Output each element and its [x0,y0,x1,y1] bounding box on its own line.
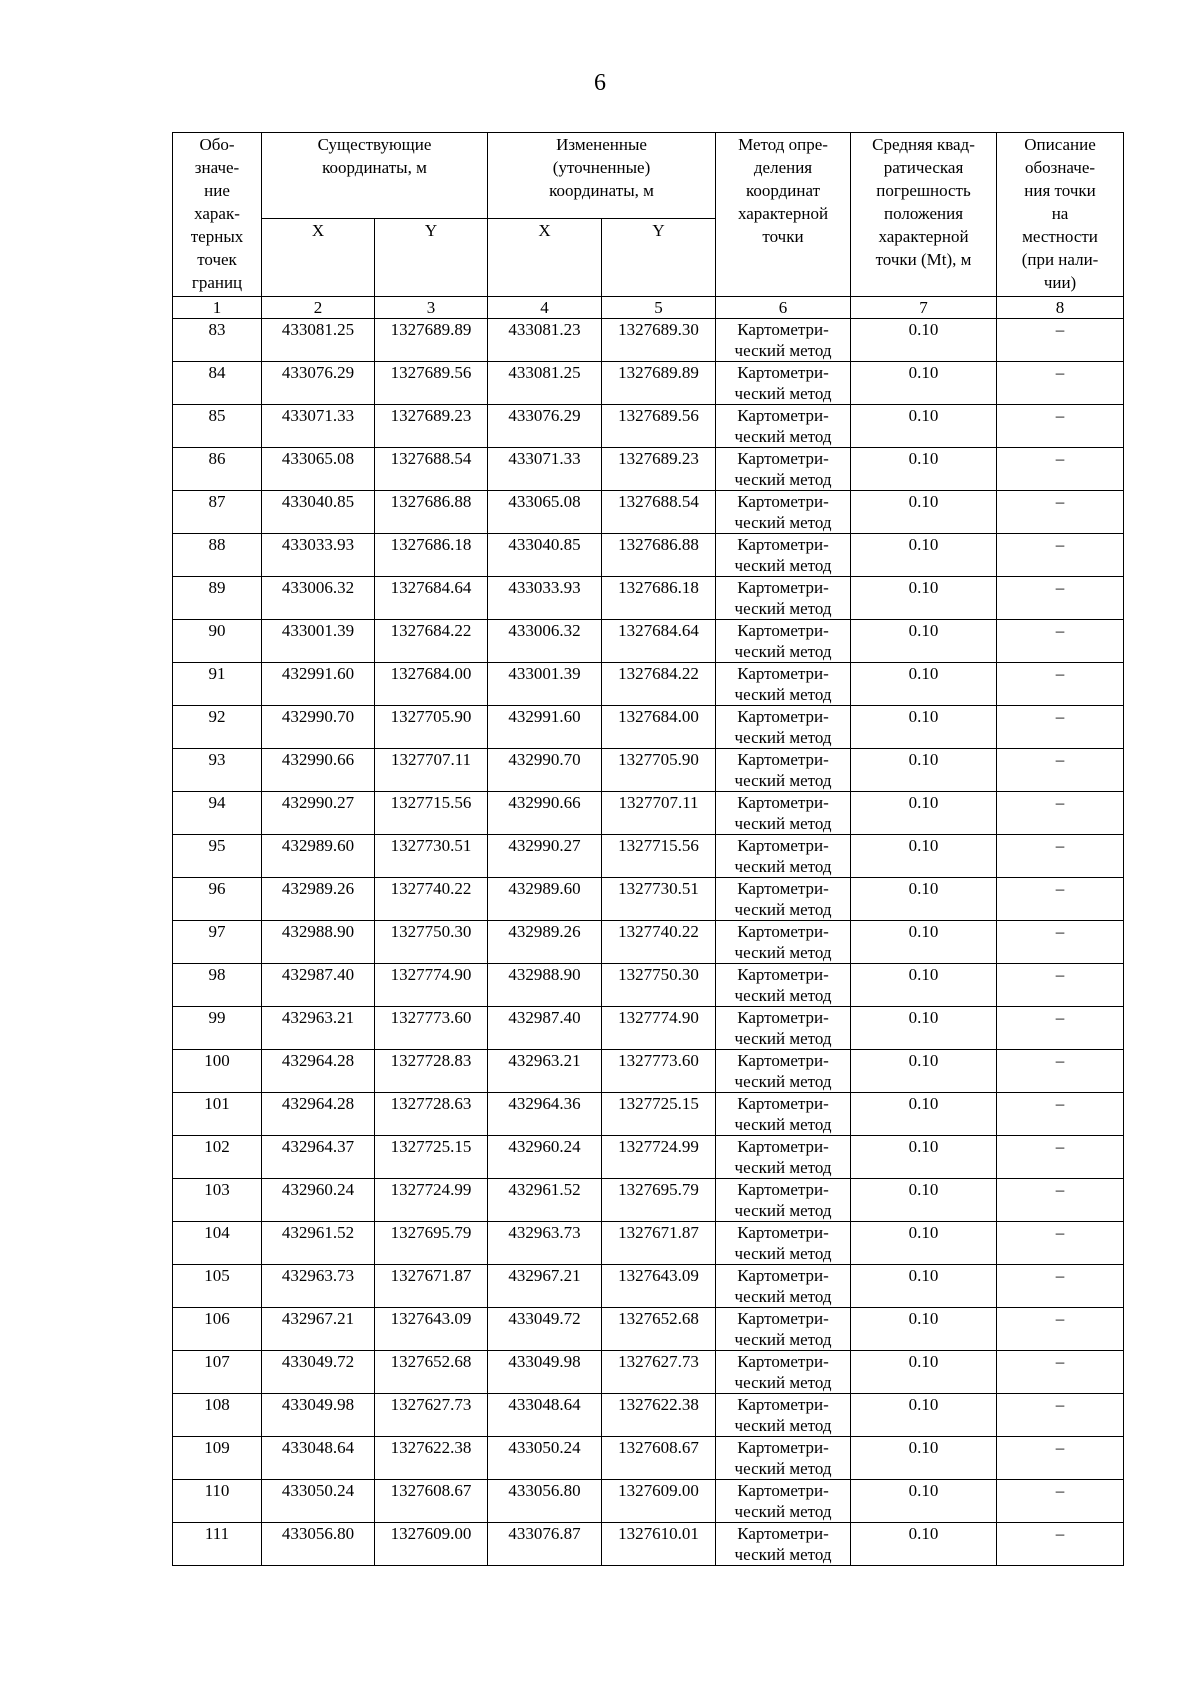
table-row [173,1437,1124,1480]
changed-x-cell: 432989.26 [488,921,602,964]
table-row [173,620,1124,663]
table-row [173,319,1124,362]
point-number-cell: 90 [173,620,262,663]
changed-y-cell: 1327627.73 [602,1351,716,1394]
header-changed-coordinates: Измененные (уточненные) координаты, м [488,133,716,219]
mean-square-error-cell: 0.10 [851,1394,997,1437]
method-cell: Картометри- ческий метод [716,663,851,706]
changed-x-cell: 432963.73 [488,1222,602,1265]
mean-square-error-cell: 0.10 [851,405,997,448]
header-method: Метод опре- деления координат характерной точки [716,133,851,297]
point-number-cell: 102 [173,1136,262,1179]
existing-y-cell: 1327750.30 [375,921,488,964]
existing-x-cell: 433049.98 [262,1394,375,1437]
existing-x-cell: 432989.60 [262,835,375,878]
changed-x-cell: 432964.36 [488,1093,602,1136]
changed-y-cell: 1327730.51 [602,878,716,921]
changed-x-cell: 433076.87 [488,1523,602,1566]
changed-x-cell: 432963.21 [488,1050,602,1093]
mean-square-error-cell: 0.10 [851,1093,997,1136]
column-number: 6 [716,297,851,319]
table-row [173,663,1124,706]
coordinates-table [172,132,1124,1566]
point-number-cell: 84 [173,362,262,405]
mean-square-error-cell: 0.10 [851,1523,997,1566]
method-cell: Картометри- ческий метод [716,921,851,964]
method-cell: Картометри- ческий метод [716,1265,851,1308]
changed-x-cell: 433033.93 [488,577,602,620]
mean-square-error-cell: 0.10 [851,448,997,491]
existing-y-cell: 1327684.64 [375,577,488,620]
existing-x-cell: 433006.32 [262,577,375,620]
existing-y-cell: 1327773.60 [375,1007,488,1050]
changed-y-cell: 1327705.90 [602,749,716,792]
point-number-cell: 100 [173,1050,262,1093]
existing-y-cell: 1327728.83 [375,1050,488,1093]
mean-square-error-cell: 0.10 [851,749,997,792]
description-cell: – [997,620,1124,663]
description-cell: – [997,1480,1124,1523]
mean-square-error-cell: 0.10 [851,362,997,405]
changed-y-cell: 1327724.99 [602,1136,716,1179]
changed-y-cell: 1327689.56 [602,405,716,448]
table-row [173,1351,1124,1394]
changed-x-cell: 433076.29 [488,405,602,448]
existing-x-cell: 432991.60 [262,663,375,706]
column-numbers-row [173,297,1124,319]
changed-y-cell: 1327684.64 [602,620,716,663]
column-number: 2 [262,297,375,319]
existing-y-cell: 1327688.54 [375,448,488,491]
method-cell: Картометри- ческий метод [716,1437,851,1480]
method-cell: Картометри- ческий метод [716,1136,851,1179]
mean-square-error-cell: 0.10 [851,491,997,534]
description-cell: – [997,878,1124,921]
changed-y-cell: 1327608.67 [602,1437,716,1480]
existing-x-cell: 432960.24 [262,1179,375,1222]
existing-x-cell: 433001.39 [262,620,375,663]
mean-square-error-cell: 0.10 [851,319,997,362]
existing-y-cell: 1327724.99 [375,1179,488,1222]
method-cell: Картометри- ческий метод [716,964,851,1007]
table-row [173,577,1124,620]
description-cell: – [997,964,1124,1007]
column-number: 5 [602,297,716,319]
table-row [173,1480,1124,1523]
column-number: 7 [851,297,997,319]
method-cell: Картометри- ческий метод [716,792,851,835]
changed-x-cell: 433049.72 [488,1308,602,1351]
changed-x-cell: 433081.23 [488,319,602,362]
mean-square-error-cell: 0.10 [851,534,997,577]
header-mean-square-error: Средняя квад- ратическая погрешность положения характерной точки (Mt), м [851,133,997,297]
existing-x-cell: 432990.70 [262,706,375,749]
description-cell: – [997,319,1124,362]
point-number-cell: 83 [173,319,262,362]
method-cell: Картометри- ческий метод [716,1523,851,1566]
method-cell: Картометри- ческий метод [716,1050,851,1093]
table-row [173,1093,1124,1136]
table-row [173,362,1124,405]
existing-x-cell: 432961.52 [262,1222,375,1265]
method-cell: Картометри- ческий метод [716,1093,851,1136]
changed-y-cell: 1327740.22 [602,921,716,964]
existing-x-cell: 432989.26 [262,878,375,921]
existing-x-cell: 433071.33 [262,405,375,448]
existing-x-cell: 433056.80 [262,1523,375,1566]
description-cell: – [997,1179,1124,1222]
table-row [173,534,1124,577]
header-description: Описание обозначе- ния точки на местности (при нали- чии) [997,133,1124,297]
header-existing-y: Y [375,219,488,297]
changed-y-cell: 1327707.11 [602,792,716,835]
existing-y-cell: 1327609.00 [375,1523,488,1566]
changed-y-cell: 1327695.79 [602,1179,716,1222]
page-number: 6 [594,70,606,96]
changed-x-cell: 432989.60 [488,878,602,921]
table-row [173,1265,1124,1308]
method-cell: Картометри- ческий метод [716,706,851,749]
changed-y-cell: 1327689.30 [602,319,716,362]
method-cell: Картометри- ческий метод [716,319,851,362]
method-cell: Картометри- ческий метод [716,362,851,405]
mean-square-error-cell: 0.10 [851,1308,997,1351]
changed-x-cell: 432990.66 [488,792,602,835]
table-row [173,1179,1124,1222]
table-row [173,1007,1124,1050]
changed-y-cell: 1327671.87 [602,1222,716,1265]
changed-x-cell: 433081.25 [488,362,602,405]
table-row [173,1136,1124,1179]
existing-x-cell: 433033.93 [262,534,375,577]
method-cell: Картометри- ческий метод [716,491,851,534]
mean-square-error-cell: 0.10 [851,620,997,663]
mean-square-error-cell: 0.10 [851,1007,997,1050]
mean-square-error-cell: 0.10 [851,706,997,749]
point-number-cell: 107 [173,1351,262,1394]
mean-square-error-cell: 0.10 [851,1437,997,1480]
changed-x-cell: 432987.40 [488,1007,602,1050]
point-number-cell: 87 [173,491,262,534]
existing-y-cell: 1327728.63 [375,1093,488,1136]
existing-y-cell: 1327622.38 [375,1437,488,1480]
existing-y-cell: 1327689.56 [375,362,488,405]
changed-x-cell: 433056.80 [488,1480,602,1523]
table-row [173,1523,1124,1566]
column-number: 8 [997,297,1124,319]
description-cell: – [997,1523,1124,1566]
existing-y-cell: 1327684.22 [375,620,488,663]
mean-square-error-cell: 0.10 [851,1179,997,1222]
method-cell: Картометри- ческий метод [716,1222,851,1265]
table-row [173,448,1124,491]
point-number-cell: 85 [173,405,262,448]
method-cell: Картометри- ческий метод [716,448,851,491]
changed-x-cell: 432990.27 [488,835,602,878]
changed-x-cell: 432967.21 [488,1265,602,1308]
existing-y-cell: 1327684.00 [375,663,488,706]
table-row [173,835,1124,878]
description-cell: – [997,1437,1124,1480]
mean-square-error-cell: 0.10 [851,577,997,620]
existing-x-cell: 433076.29 [262,362,375,405]
changed-y-cell: 1327686.18 [602,577,716,620]
method-cell: Картометри- ческий метод [716,534,851,577]
header-point-designation: Обо- значе- ние харак- терных точек границ [173,133,262,297]
point-number-cell: 104 [173,1222,262,1265]
table-row [173,1394,1124,1437]
changed-x-cell: 433065.08 [488,491,602,534]
table-row [173,878,1124,921]
existing-x-cell: 432987.40 [262,964,375,1007]
changed-x-cell: 433049.98 [488,1351,602,1394]
existing-y-cell: 1327730.51 [375,835,488,878]
table-body [173,319,1124,1566]
point-number-cell: 86 [173,448,262,491]
method-cell: Картометри- ческий метод [716,835,851,878]
method-cell: Картометри- ческий метод [716,878,851,921]
column-number: 3 [375,297,488,319]
changed-y-cell: 1327686.88 [602,534,716,577]
description-cell: – [997,1351,1124,1394]
header-changed-x: X [488,219,602,297]
point-number-cell: 95 [173,835,262,878]
existing-y-cell: 1327671.87 [375,1265,488,1308]
method-cell: Картометри- ческий метод [716,1394,851,1437]
description-cell: – [997,577,1124,620]
description-cell: – [997,534,1124,577]
changed-x-cell: 432988.90 [488,964,602,1007]
mean-square-error-cell: 0.10 [851,964,997,1007]
mean-square-error-cell: 0.10 [851,835,997,878]
changed-y-cell: 1327750.30 [602,964,716,1007]
existing-y-cell: 1327707.11 [375,749,488,792]
changed-y-cell: 1327688.54 [602,491,716,534]
changed-x-cell: 433050.24 [488,1437,602,1480]
existing-x-cell: 432990.27 [262,792,375,835]
description-cell: – [997,1093,1124,1136]
table-row [173,1222,1124,1265]
existing-x-cell: 432963.73 [262,1265,375,1308]
existing-y-cell: 1327689.89 [375,319,488,362]
changed-x-cell: 433048.64 [488,1394,602,1437]
existing-y-cell: 1327627.73 [375,1394,488,1437]
header-changed-y: Y [602,219,716,297]
changed-x-cell: 432990.70 [488,749,602,792]
point-number-cell: 110 [173,1480,262,1523]
existing-x-cell: 432964.28 [262,1050,375,1093]
column-number: 4 [488,297,602,319]
description-cell: – [997,362,1124,405]
existing-y-cell: 1327643.09 [375,1308,488,1351]
point-number-cell: 99 [173,1007,262,1050]
changed-y-cell: 1327684.22 [602,663,716,706]
existing-y-cell: 1327695.79 [375,1222,488,1265]
changed-y-cell: 1327715.56 [602,835,716,878]
point-number-cell: 111 [173,1523,262,1566]
point-number-cell: 93 [173,749,262,792]
description-cell: – [997,448,1124,491]
existing-y-cell: 1327705.90 [375,706,488,749]
point-number-cell: 91 [173,663,262,706]
description-cell: – [997,835,1124,878]
point-number-cell: 94 [173,792,262,835]
mean-square-error-cell: 0.10 [851,792,997,835]
changed-x-cell: 433040.85 [488,534,602,577]
point-number-cell: 108 [173,1394,262,1437]
point-number-cell: 89 [173,577,262,620]
table-row [173,921,1124,964]
mean-square-error-cell: 0.10 [851,1136,997,1179]
table-row [173,405,1124,448]
description-cell: – [997,1394,1124,1437]
changed-y-cell: 1327725.15 [602,1093,716,1136]
mean-square-error-cell: 0.10 [851,1351,997,1394]
description-cell: – [997,792,1124,835]
point-number-cell: 101 [173,1093,262,1136]
point-number-cell: 97 [173,921,262,964]
method-cell: Картометри- ческий метод [716,620,851,663]
existing-x-cell: 432988.90 [262,921,375,964]
mean-square-error-cell: 0.10 [851,663,997,706]
method-cell: Картометри- ческий метод [716,1179,851,1222]
existing-x-cell: 433048.64 [262,1437,375,1480]
description-cell: – [997,1007,1124,1050]
header-existing-coordinates: Существующие координаты, м [262,133,488,219]
point-number-cell: 109 [173,1437,262,1480]
existing-x-cell: 433049.72 [262,1351,375,1394]
mean-square-error-cell: 0.10 [851,1050,997,1093]
existing-x-cell: 433040.85 [262,491,375,534]
description-cell: – [997,491,1124,534]
point-number-cell: 92 [173,706,262,749]
method-cell: Картометри- ческий метод [716,577,851,620]
method-cell: Картометри- ческий метод [716,749,851,792]
changed-y-cell: 1327774.90 [602,1007,716,1050]
description-cell: – [997,749,1124,792]
description-cell: – [997,1222,1124,1265]
existing-y-cell: 1327715.56 [375,792,488,835]
mean-square-error-cell: 0.10 [851,1265,997,1308]
mean-square-error-cell: 0.10 [851,921,997,964]
mean-square-error-cell: 0.10 [851,878,997,921]
changed-y-cell: 1327684.00 [602,706,716,749]
existing-x-cell: 433050.24 [262,1480,375,1523]
description-cell: – [997,663,1124,706]
changed-x-cell: 433071.33 [488,448,602,491]
description-cell: – [997,921,1124,964]
changed-y-cell: 1327773.60 [602,1050,716,1093]
table-row [173,491,1124,534]
table-row [173,749,1124,792]
method-cell: Картометри- ческий метод [716,1007,851,1050]
header-existing-x: X [262,219,375,297]
changed-x-cell: 433001.39 [488,663,602,706]
changed-y-cell: 1327622.38 [602,1394,716,1437]
method-cell: Картометри- ческий метод [716,1308,851,1351]
method-cell: Картометри- ческий метод [716,1480,851,1523]
description-cell: – [997,405,1124,448]
changed-x-cell: 432960.24 [488,1136,602,1179]
existing-x-cell: 432964.37 [262,1136,375,1179]
mean-square-error-cell: 0.10 [851,1480,997,1523]
existing-y-cell: 1327689.23 [375,405,488,448]
existing-y-cell: 1327774.90 [375,964,488,1007]
table-row [173,706,1124,749]
existing-y-cell: 1327740.22 [375,878,488,921]
description-cell: – [997,1136,1124,1179]
point-number-cell: 105 [173,1265,262,1308]
existing-x-cell: 433065.08 [262,448,375,491]
method-cell: Картометри- ческий метод [716,405,851,448]
table-row [173,964,1124,1007]
existing-y-cell: 1327686.88 [375,491,488,534]
method-cell: Картометри- ческий метод [716,1351,851,1394]
changed-y-cell: 1327643.09 [602,1265,716,1308]
column-number: 1 [173,297,262,319]
description-cell: – [997,706,1124,749]
changed-y-cell: 1327609.00 [602,1480,716,1523]
changed-x-cell: 432991.60 [488,706,602,749]
description-cell: – [997,1050,1124,1093]
existing-x-cell: 433081.25 [262,319,375,362]
existing-x-cell: 432990.66 [262,749,375,792]
existing-y-cell: 1327608.67 [375,1480,488,1523]
existing-x-cell: 432964.28 [262,1093,375,1136]
table-row [173,1050,1124,1093]
existing-y-cell: 1327686.18 [375,534,488,577]
changed-x-cell: 432961.52 [488,1179,602,1222]
point-number-cell: 98 [173,964,262,1007]
existing-y-cell: 1327652.68 [375,1351,488,1394]
existing-y-cell: 1327725.15 [375,1136,488,1179]
changed-y-cell: 1327689.89 [602,362,716,405]
point-number-cell: 88 [173,534,262,577]
point-number-cell: 106 [173,1308,262,1351]
existing-x-cell: 432963.21 [262,1007,375,1050]
changed-y-cell: 1327610.01 [602,1523,716,1566]
changed-x-cell: 433006.32 [488,620,602,663]
point-number-cell: 96 [173,878,262,921]
point-number-cell: 103 [173,1179,262,1222]
table-row [173,792,1124,835]
existing-x-cell: 432967.21 [262,1308,375,1351]
description-cell: – [997,1265,1124,1308]
description-cell: – [997,1308,1124,1351]
mean-square-error-cell: 0.10 [851,1222,997,1265]
table-row [173,1308,1124,1351]
changed-y-cell: 1327652.68 [602,1308,716,1351]
changed-y-cell: 1327689.23 [602,448,716,491]
